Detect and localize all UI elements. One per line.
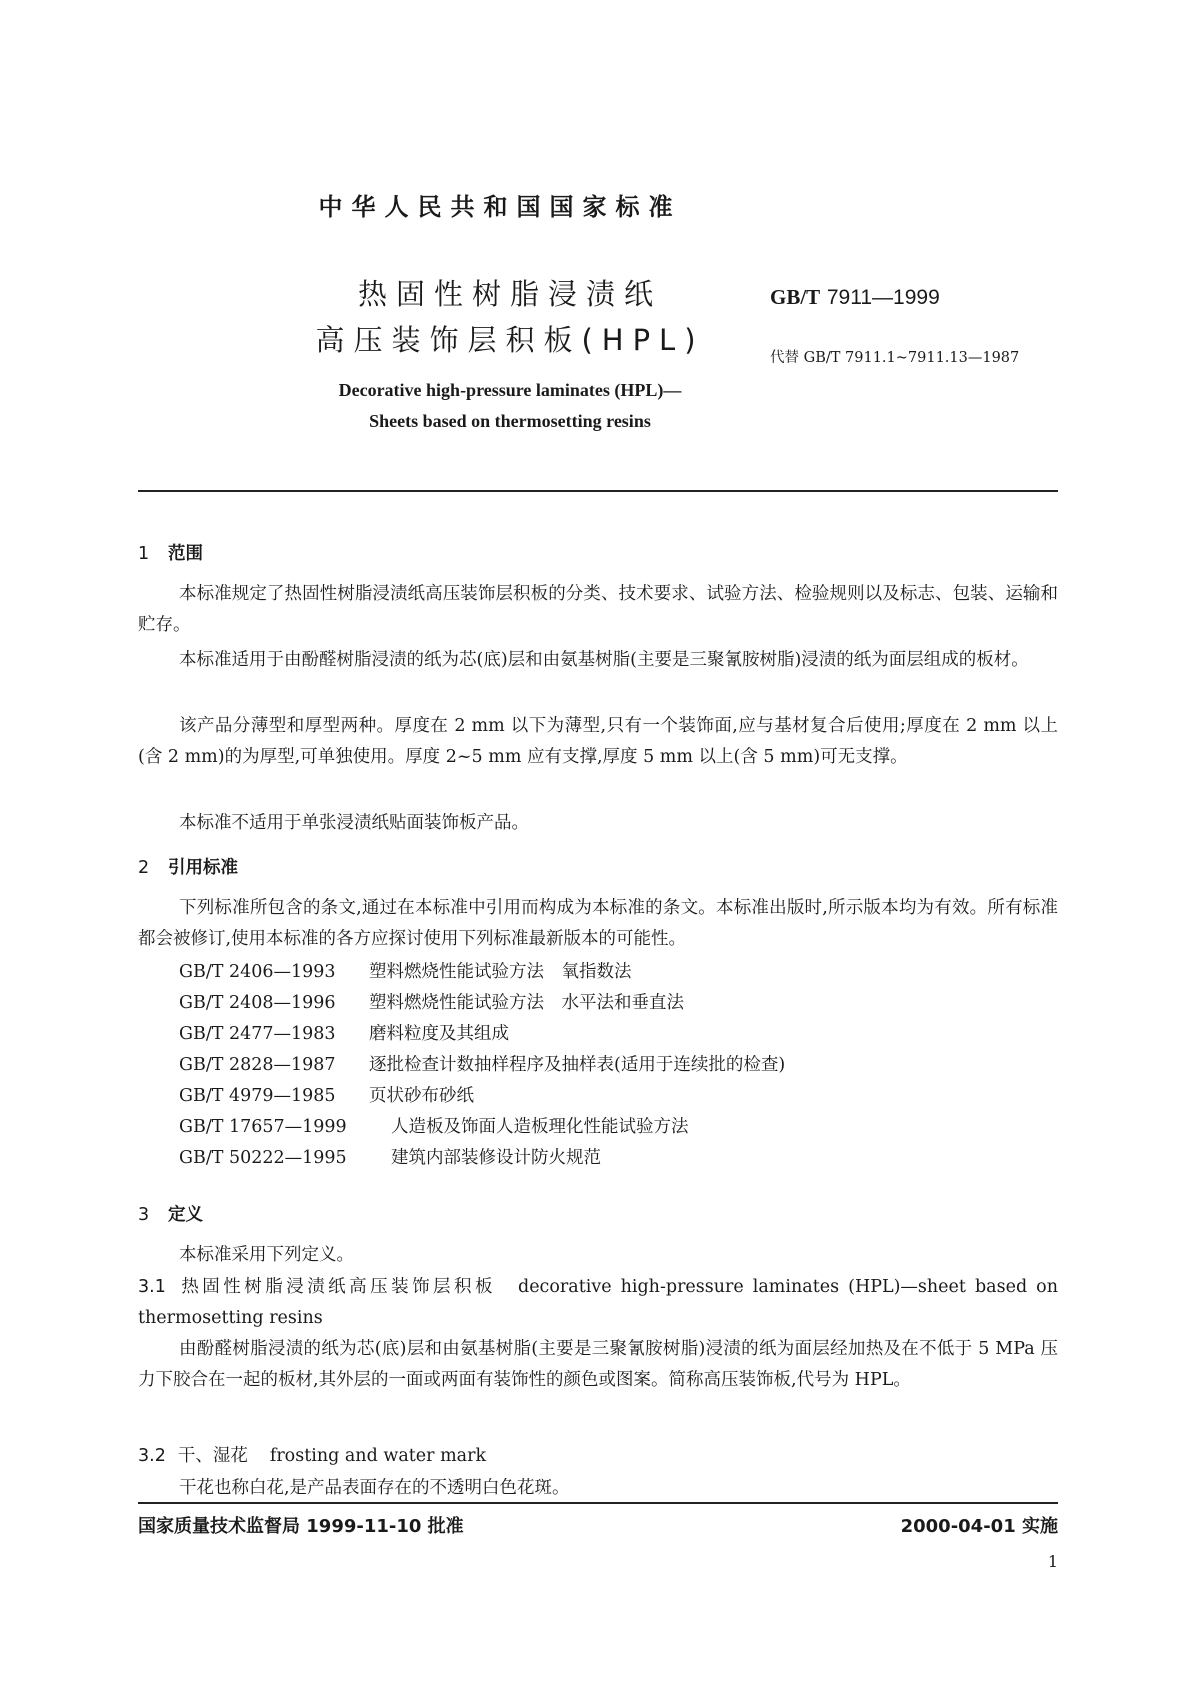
section-2-intro: 下列标准所包含的条文,通过在本标准中引用而构成为本标准的条文。本标准出版时,所示版本均为有效。所有标准都会被修订,使用本标准的各方应探讨使用下列标准最新版本的可能性。 bbox=[138, 898, 1058, 949]
reference-code: GB/T 4979—1985 bbox=[179, 1086, 336, 1106]
reference-item bbox=[179, 988, 684, 1019]
reference-item bbox=[179, 1112, 689, 1143]
reference-title: 页状砂布砂纸 bbox=[369, 1086, 474, 1106]
definition-3-1-term: 热固性树脂浸渍纸高压装饰层积板 bbox=[177, 1277, 496, 1297]
section-2-number: 2 bbox=[138, 858, 150, 878]
section-1-number: 1 bbox=[138, 544, 150, 564]
definition-3-2-english: frosting and water mark bbox=[269, 1446, 487, 1466]
reference-code: GB/T 50222—1995 bbox=[179, 1148, 347, 1168]
section-2-heading bbox=[138, 854, 238, 879]
reference-code: GB/T 2828—1987 bbox=[179, 1055, 336, 1075]
standard-prefix: GB/T bbox=[770, 285, 821, 309]
reference-item bbox=[179, 1081, 474, 1112]
approval-note: 国家质量技术监督局 1999-11-10 批准 bbox=[138, 1516, 464, 1537]
section-1-paragraph-2: 本标准适用于由酚醛树脂浸渍的纸为芯(底)层和由氨基树脂(主要是三聚氰胺树脂)浸渍的纸为面层组成的板材。 bbox=[179, 650, 1029, 670]
replaces-note: 代替 GB/T 7911.1~7911.13—1987 bbox=[770, 350, 1020, 366]
section-3-number: 3 bbox=[138, 1205, 150, 1225]
section-1-paragraph-3: 该产品分薄型和厚型两种。厚度在 2 mm 以下为薄型,只有一个装饰面,应与基材复合后使用;厚度在 2 mm 以上(含 2 mm)的为厚型,可单独使用。厚度 2~5 mm 应有支撑,厚度 5 mm 以上(含 5 mm)可无支撑。 bbox=[138, 716, 1058, 767]
implementation-note: 2000-04-01 实施 bbox=[900, 1516, 1058, 1537]
page-number: 1 bbox=[1047, 1552, 1058, 1571]
section-3-intro: 本标准采用下列定义。 bbox=[179, 1245, 354, 1265]
reference-title: 塑料燃烧性能试验方法 氧指数法 bbox=[369, 962, 632, 982]
definition-3-1-text: 由酚醛树脂浸渍的纸为芯(底)层和由氨基树脂(主要是三聚氰胺树脂)浸渍的纸为面层经加热及在不低于 5 MPa 压力下胶合在一起的板材,其外层的一面或两面有装饰性的颜色或图案。简称高压装饰板,代号为 HPL。 bbox=[138, 1339, 1058, 1390]
reference-title: 人造板及饰面人造板理化性能试验方法 bbox=[391, 1117, 689, 1137]
reference-item bbox=[179, 1143, 601, 1174]
definition-3-1-number: 3.1 bbox=[138, 1277, 166, 1297]
definition-3-1-heading bbox=[138, 1272, 1058, 1334]
title-english-line-2: Sheets based on thermosetting resins bbox=[369, 411, 651, 431]
standard-number-value: 7911—1999 bbox=[826, 286, 940, 309]
title-chinese-line-2: 高压装饰层积板(HPL) bbox=[315, 323, 705, 357]
section-1-paragraph-4: 本标准不适用于单张浸渍纸贴面装饰板产品。 bbox=[179, 813, 529, 833]
reference-item bbox=[179, 957, 632, 988]
reference-code: GB/T 2477—1983 bbox=[179, 1024, 336, 1044]
footer-divider bbox=[138, 1502, 1058, 1504]
section-1-paragraph-1: 本标准规定了热固性树脂浸渍纸高压装饰层积板的分类、技术要求、试验方法、检验规则以及标志、包装、运输和贮存。 bbox=[138, 584, 1058, 635]
section-3-title: 定义 bbox=[168, 1205, 203, 1225]
reference-code: GB/T 2406—1993 bbox=[179, 962, 336, 982]
definition-3-2-term: 干、湿花 bbox=[177, 1446, 248, 1466]
definition-3-2-number: 3.2 bbox=[138, 1446, 166, 1466]
national-standard-heading: 中华人民共和国国家标准 bbox=[318, 193, 682, 221]
title-chinese-line-1: 热固性树脂浸渍纸 bbox=[357, 277, 662, 311]
standard-number bbox=[770, 285, 940, 310]
reference-title: 塑料燃烧性能试验方法 水平法和垂直法 bbox=[369, 993, 684, 1013]
reference-code: GB/T 2408—1996 bbox=[179, 993, 336, 1013]
title-english-line-1: Decorative high-pressure laminates (HPL)— bbox=[338, 380, 682, 400]
reference-item bbox=[179, 1050, 785, 1081]
section-2-title: 引用标准 bbox=[168, 858, 238, 878]
header-divider bbox=[138, 490, 1058, 492]
section-3-heading bbox=[138, 1201, 203, 1226]
reference-title: 磨料粒度及其组成 bbox=[369, 1024, 509, 1044]
reference-item bbox=[179, 1019, 509, 1050]
definition-3-2-heading bbox=[138, 1441, 1058, 1472]
definition-3-2-text: 干花也称白花,是产品表面存在的不透明白色花斑。 bbox=[179, 1478, 570, 1498]
definition-3-1-english: decorative high-pressure laminates (HPL)—sheet based on thermosetting resins bbox=[138, 1277, 1058, 1328]
reference-title: 建筑内部装修设计防火规范 bbox=[391, 1148, 601, 1168]
reference-code: GB/T 17657—1999 bbox=[179, 1117, 347, 1137]
section-1-title: 范围 bbox=[168, 544, 203, 564]
section-1-heading bbox=[138, 540, 203, 565]
reference-title: 逐批检查计数抽样程序及抽样表(适用于连续批的检查) bbox=[369, 1055, 786, 1075]
